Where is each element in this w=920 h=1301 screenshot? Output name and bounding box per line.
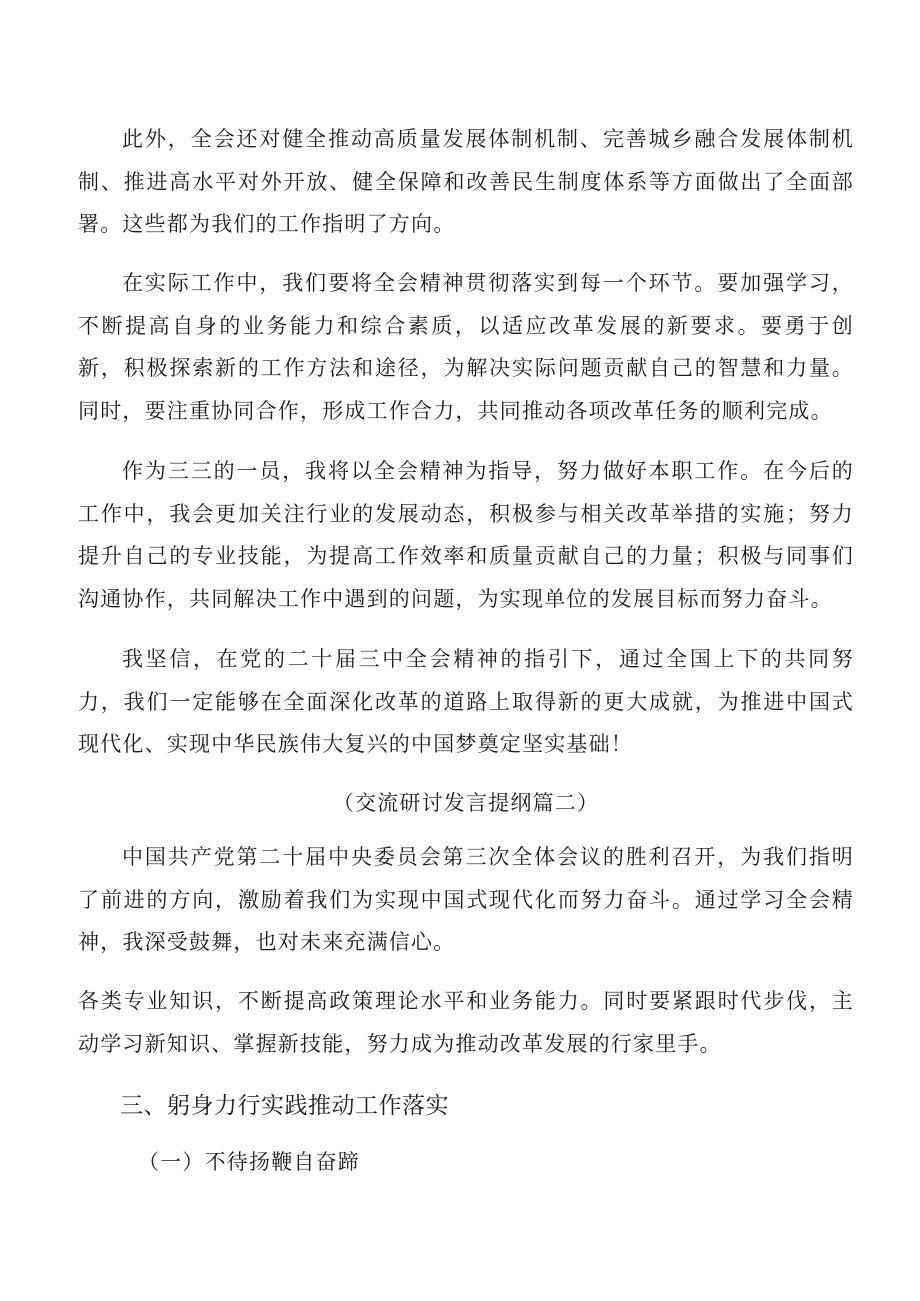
paragraph-reform-deployment: 此外，全会还对健全推动高质量发展体制机制、完善城乡融合发展体制机制、推进高水平对外开放、健全保障和改善民生制度体系等方面做出了全面部署。这些都为我们的工作指明了方向。 [78,127,854,236]
paragraph-plenary-intro: 中国共产党第二十届中央委员会第三次全体会议的胜利召开，为我们指明了前进的方向，激励着我们为实现中国式现代化而努力奋斗。通过学习全会精神，我深受鼓舞，也对未来充满信心。 [78,845,854,954]
subheading-one: （一）不待扬鞭自奋蹄 [138,1150,360,1174]
heading-section-three: 三、躬身力行实践推动工作落实 [120,1093,449,1119]
paragraph-professional-knowledge: 各类专业知识，不断提高政策理论水平和业务能力。同时要紧跟时代步伐，主动学习新知识、掌握新技能，努力成为推动改革发展的行家里手。 [78,989,854,1056]
paragraph-personal-commitment: 作为三三的一员，我将以全会精神为指导，努力做好本职工作。在今后的工作中，我会更加关注行业的发展动态，积极参与相关改革举措的实施；努力提升自己的专业技能，为提高工作效率和质量贡献自己的力量；积极与同事们沟通协作，共同解决工作中遇到的问题，为实现单位的发展目标而努力奋斗。 [78,459,854,611]
paragraph-practical-work: 在实际工作中，我们要将全会精神贯彻落实到每一个环节。要加强学习，不断提高自身的业务能力和综合素质，以适应改革发展的新要求。要勇于创新，积极探索新的工作方法和途径，为解决实际问题贡献自己的智慧和力量。同时，要注重协同合作，形成工作合力，共同推动各项改革任务的顺利完成。 [78,271,854,423]
section-title: （交流研讨发言提纲篇二） [332,791,600,815]
paragraph-conviction: 我坚信，在党的二十届三中全会精神的指引下，通过全国上下的共同努力，我们一定能够在全面深化改革的道路上取得新的更大成就，为推进中国式现代化、实现中华民族伟大复兴的中国梦奠定坚实基础！ [78,647,854,756]
